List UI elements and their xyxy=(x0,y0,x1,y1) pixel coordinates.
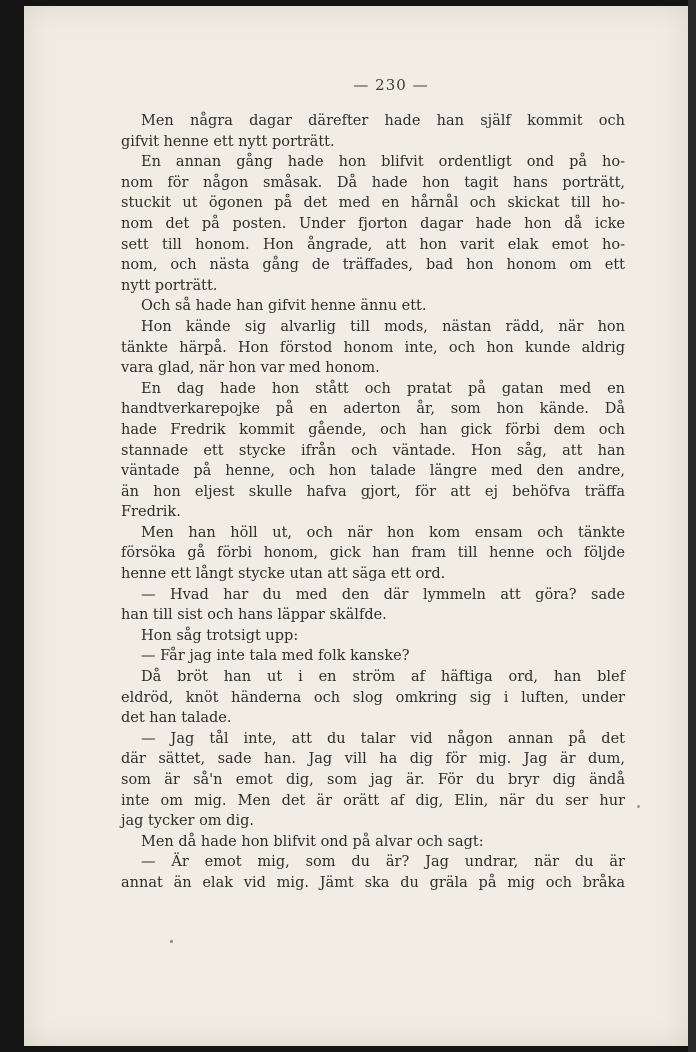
text-line: jag tycker om dig. xyxy=(121,813,254,830)
text-line: Och så hade han gifvit henne ännu ett. xyxy=(141,298,427,315)
text-line: inte om mig. Men det är orätt af dig, Elin, när du ser hur xyxy=(121,792,625,809)
text-line: — Får jag inte tala med folk kanske? xyxy=(141,648,410,665)
text-line: nom, och nästa gång de träffades, bad hon honom om ett xyxy=(121,257,625,274)
text-line: stannade ett stycke ifrån och väntade. Hon såg, att han xyxy=(121,442,625,459)
text-line: — Är emot mig, som du är? Jag undrar, när du är xyxy=(141,854,625,871)
text-line: nom det på posten. Under fjorton dagar hade hon då icke xyxy=(121,215,625,232)
text-line: eldröd, knöt händerna och slog omkring sig i luften, under xyxy=(121,689,625,706)
text-line: det han talade. xyxy=(121,710,232,727)
text-line: henne ett långt stycke utan att säga ett ord. xyxy=(121,566,446,583)
text-line: Men då hade hon blifvit ond på alvar och sagt: xyxy=(141,833,484,850)
text-line: där sättet, sade han. Jag vill ha dig för mig. Jag är dum, xyxy=(121,751,625,768)
ink-speck xyxy=(170,940,173,943)
text-line: försöka gå förbi honom, gick han fram till henne och följde xyxy=(121,545,625,562)
text-line: Men några dagar därefter hade han själf kommit och xyxy=(141,113,625,129)
page-number: — 230 — xyxy=(353,76,429,94)
text-line: hade Fredrik kommit gående, och han gick förbi dem och xyxy=(121,421,625,438)
text-line: han till sist och hans läppar skälfde. xyxy=(121,607,387,624)
text-line: sett till honom. Hon ångrade, att hon varit elak emot ho- xyxy=(121,236,625,253)
text-line: gifvit henne ett nytt porträtt. xyxy=(121,133,335,150)
text-line: nom för någon småsak. Då hade hon tagit hans porträtt, xyxy=(121,174,625,191)
text-line: Men han höll ut, och när hon kom ensam och tänkte xyxy=(141,524,625,541)
text-line: En annan gång hade hon blifvit ordentligt ond på ho- xyxy=(141,154,625,171)
page-edge-shadow xyxy=(688,0,696,1052)
text-line: stuckit ut ögonen på det med en hårnål och skickat till ho- xyxy=(121,195,625,212)
text-line: Hon såg trotsigt upp: xyxy=(141,627,299,644)
text-line: Då bröt han ut i en ström af häftiga ord, han blef xyxy=(141,669,625,686)
text-line: — Jag tål inte, att du talar vid någon annan på det xyxy=(141,730,625,747)
text-line: — Hvad har du med den där lymmeln att göra? sade xyxy=(141,586,625,603)
text-line: än hon eljest skulle hafva gjort, för att ej behöfva träffa xyxy=(121,483,625,500)
text-line: tänkte härpå. Hon förstod honom inte, och hon kunde aldrig xyxy=(121,339,625,356)
text-line: nytt porträtt. xyxy=(121,277,218,294)
text-line: Hon kände sig alvarlig till mods, nästan rädd, när hon xyxy=(141,318,625,335)
text-line: En dag hade hon stått och pratat på gatan med en xyxy=(141,380,625,397)
text-line: handtverkarepojke på en aderton år, som hon kände. Då xyxy=(121,401,625,418)
text-line: väntade på henne, och hon talade längre med den andre, xyxy=(121,463,625,480)
text-line: annat än elak vid mig. Jämt ska du gräla på mig och bråka xyxy=(121,874,625,891)
text-line: som är så'n emot dig, som jag är. För du bryr dig ändå xyxy=(121,772,625,788)
text-line: Fredrik. xyxy=(121,504,181,521)
body-text xyxy=(121,111,625,894)
ink-speck xyxy=(637,805,640,808)
text-line: vara glad, när hon var med honom. xyxy=(121,360,380,377)
